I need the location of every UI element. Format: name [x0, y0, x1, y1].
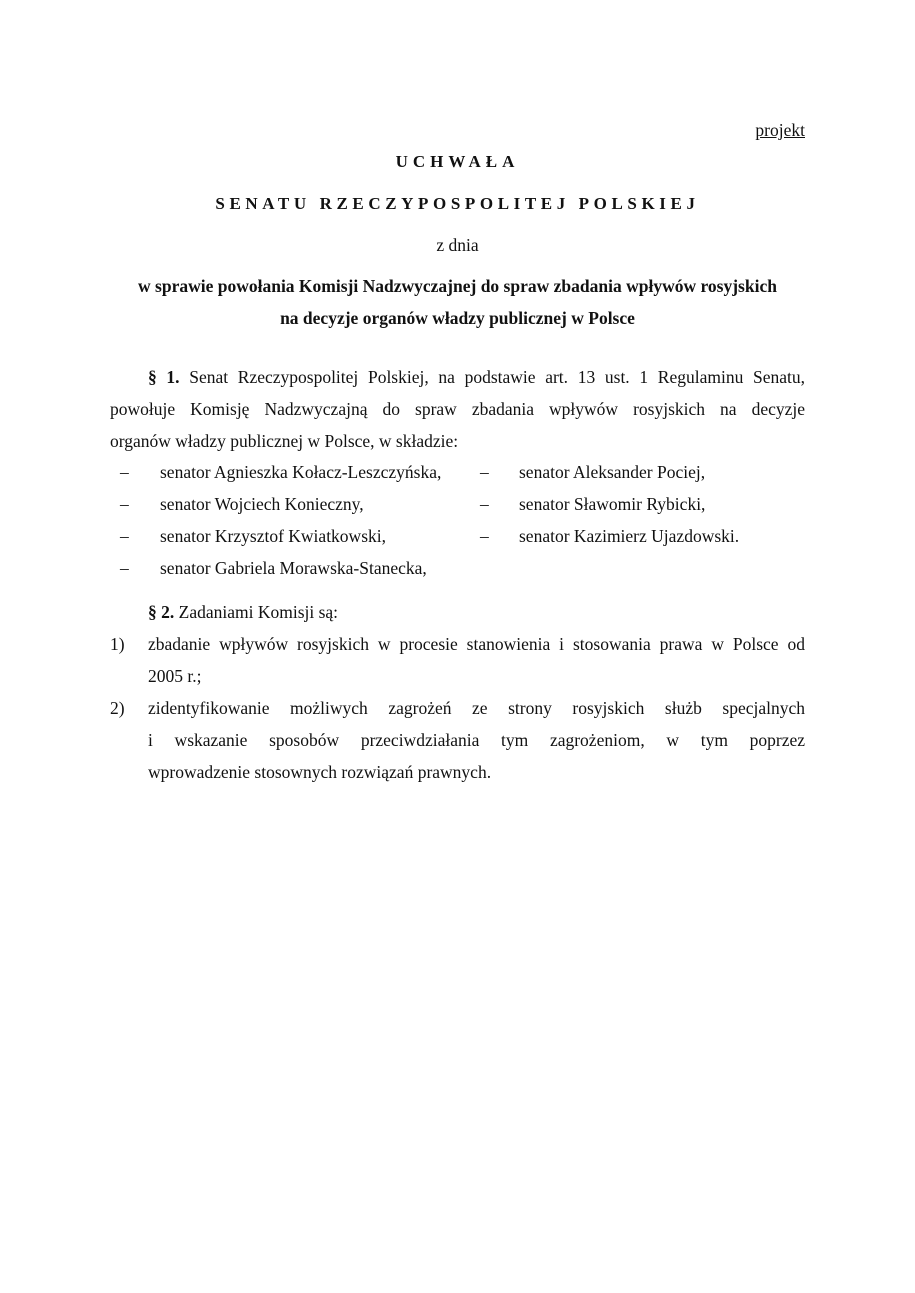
issuer-title: SENATU RZECZYPOSPOLITEJ POLSKIEJ — [215, 194, 700, 213]
section-2-intro-text: Zadaniami Komisji są: — [178, 602, 339, 622]
resolution-title: UCHWAŁA — [395, 152, 520, 171]
member-name: senator Kazimierz Ujazdowski. — [519, 526, 740, 546]
enum-item-1 — [148, 628, 805, 692]
enum-item-2-line-1: zidentyfikowanie możliwych zagrożeń ze strony rosyjskich służb specjalnych — [148, 698, 805, 718]
section-1-line-1 — [110, 361, 805, 393]
date-line: z dnia — [436, 235, 479, 255]
list-dash: – — [480, 526, 489, 546]
enum-item-1-line-1: zbadanie wpływów rosyjskich w procesie stanowienia i stosowania prawa w Polsce od — [148, 634, 805, 654]
member-name: senator Aleksander Pociej, — [519, 462, 706, 482]
list-dash: – — [480, 462, 489, 482]
section-1-line-3: organów władzy publicznej w Polsce, w składzie: — [110, 431, 459, 451]
enum-number-1: 1) — [110, 634, 125, 654]
enum-item-2-line-3: wprowadzenie stosownych rozwiązań prawnych. — [148, 762, 492, 782]
section-2-mark: § 2. — [148, 602, 175, 622]
section-1-text-1: Senat Rzeczypospolitej Polskiej, na podstawie art. 13 ust. 1 Regulaminu Senatu, — [189, 367, 805, 387]
section-1-mark: § 1. — [148, 367, 180, 387]
draft-label: projekt — [755, 120, 805, 140]
member-name: senator Agnieszka Kołacz-Leszczyńska, — [160, 462, 442, 482]
enum-item-2-line-2: i wskazanie sposobów przeciwdziałania tym zagrożeniom, w tym poprzez — [148, 730, 805, 750]
member-name: senator Gabriela Morawska-Stanecka, — [160, 558, 427, 578]
list-dash: – — [120, 494, 129, 514]
section-2-intro — [110, 596, 805, 628]
list-dash: – — [120, 526, 129, 546]
section-1-paragraph — [110, 361, 805, 457]
member-name: senator Krzysztof Kwiatkowski, — [160, 526, 386, 546]
enum-number-2: 2) — [110, 698, 125, 718]
section-1-line-2: powołuje Komisję Nadzwyczajną do spraw zbadania wpływów rosyjskich na decyzje — [110, 399, 805, 419]
list-dash: – — [120, 462, 129, 482]
list-dash: – — [120, 558, 129, 578]
member-name: senator Sławomir Rybicki, — [519, 494, 706, 514]
subject-line-1: w sprawie powołania Komisji Nadzwyczajnej do spraw zbadania wpływów rosyjskich — [138, 276, 777, 296]
enum-item-1-line-2: 2005 r.; — [148, 666, 202, 686]
subject-line-2: na decyzje organów władzy publicznej w Polsce — [280, 308, 635, 328]
list-dash: – — [480, 494, 489, 514]
enum-item-2 — [148, 692, 805, 788]
member-name: senator Wojciech Konieczny, — [160, 494, 364, 514]
